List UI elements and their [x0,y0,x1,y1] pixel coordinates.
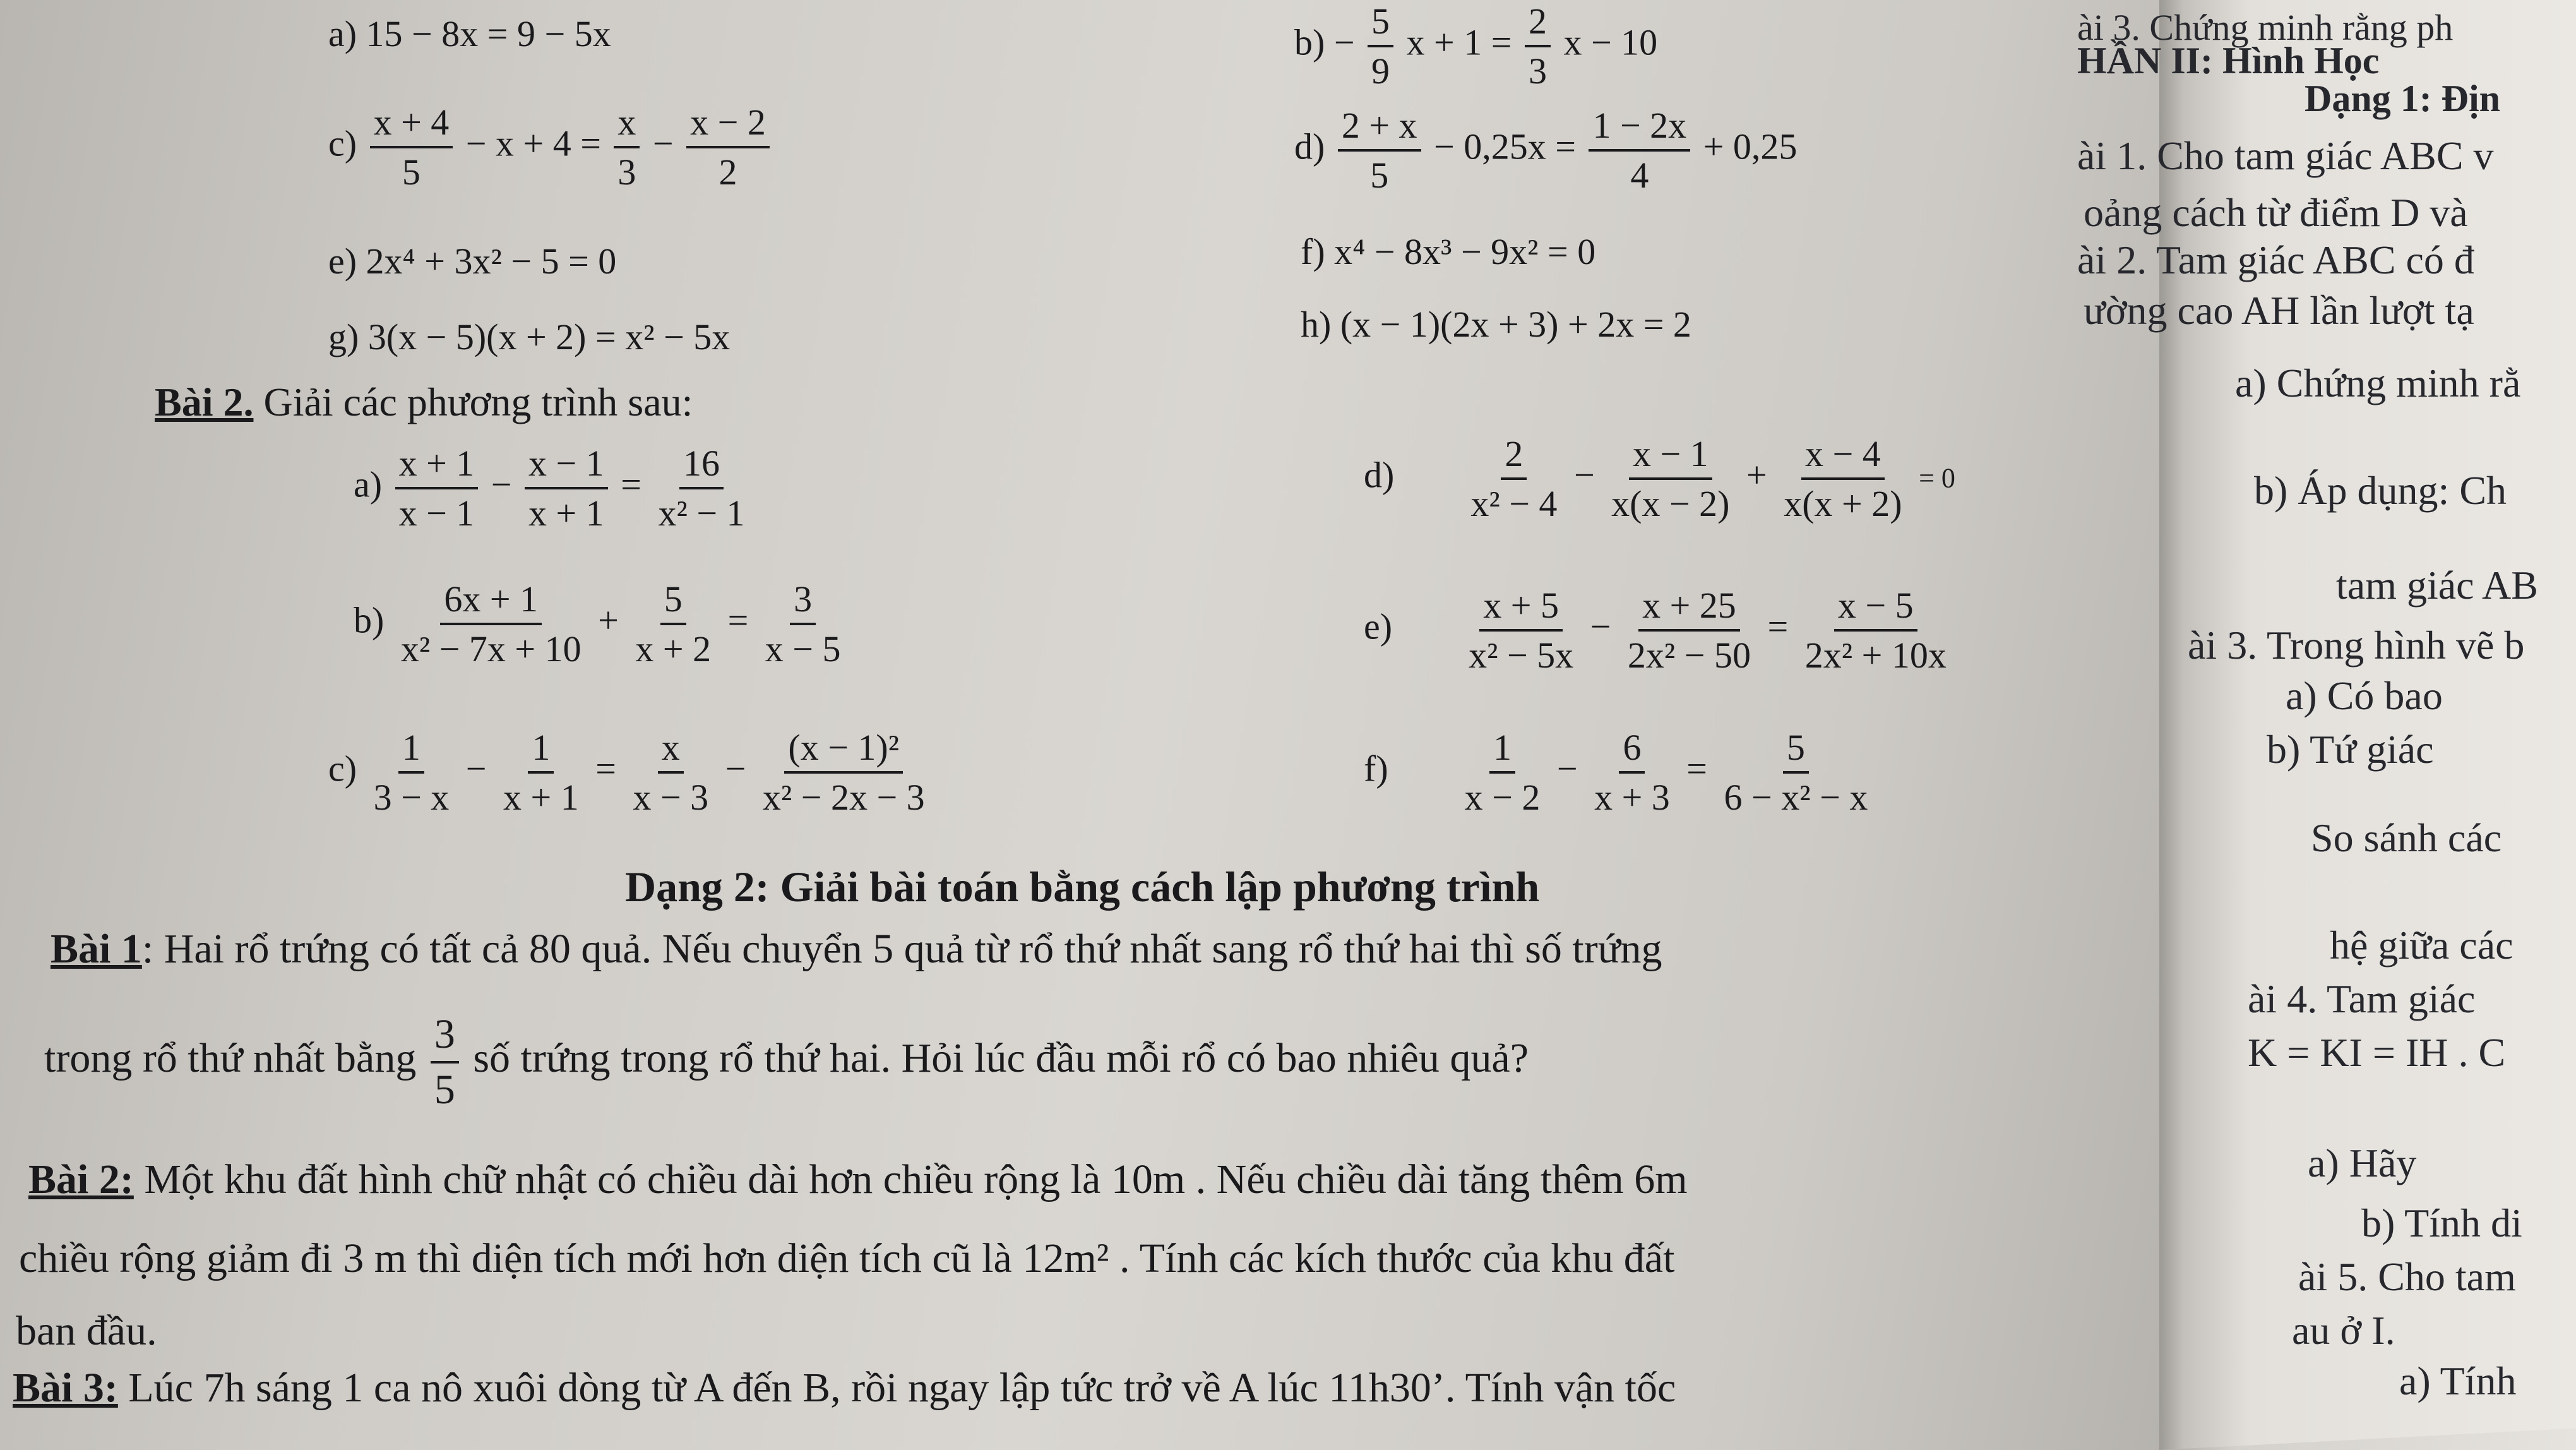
equation-c [328,101,773,193]
frac-den: x² − 1 [658,493,745,534]
bai2-eq-b [354,578,849,670]
bai-label: Bài 1 [51,926,142,972]
frac-den: x² − 5x [1469,635,1574,676]
frac-num: x − 4 [1801,433,1885,480]
equation-f: f) x⁴ − 8x³ − 9x² = 0 [1301,231,1596,272]
eq-label: b) [1294,21,1325,63]
right-line: ài 3. Chứng minh rằng ph [2077,7,2454,48]
eq-label: b) [354,599,385,641]
frac-den: x² − 4 [1470,483,1558,524]
frac-num: 3 [790,578,816,625]
bai2-eq-f [1364,726,1875,818]
bai2-eq-e [1364,584,1954,676]
frac-den: x² − 2x − 3 [762,777,925,818]
frac-num: x + 5 [1479,584,1563,632]
eq-label: d) [1294,126,1325,167]
eq-op: − [1333,21,1355,63]
frac-den: 2 [719,152,737,193]
eq-op: − [1573,454,1595,496]
right-line: tam giác AB [2336,563,2538,608]
right-line: ài 3. Trong hình vẽ b [2188,623,2525,668]
frac-num: 6 [1619,726,1645,774]
dang2-heading: Dạng 2: Giải bài toán bằng cách lập phương trình [625,863,1540,911]
right-line: b) Áp dụng: Ch [2254,468,2507,513]
frac-num: 6x + 1 [440,578,542,625]
bai2-eq-d [1364,433,1955,525]
eq-op: − [491,464,512,505]
frac-den: x(x − 2) [1611,483,1730,524]
dang2-bai2-line2: chiều rộng giảm đi 3 m thì diện tích mới hơn diện tích cũ là 12m² . Tính các kích thước của khu đất [19,1235,1675,1281]
paragraph-text: Một khu đất hình chữ nhật có chiều dài hơn chiều rộng là 10m . Nếu chiều dài tăng thêm 6m [133,1156,1688,1202]
equation-g: g) 3(x − 5)(x + 2) = x² − 5x [328,316,730,357]
right-line: K = KI = IH . C [2248,1030,2506,1075]
eq-text: x − 10 [1563,21,1658,63]
dang2-bai1-line2 [44,1010,1529,1114]
frac-den: 4 [1630,155,1649,196]
paragraph-text: : Hai rổ trứng có tất cả 80 quả. Nếu chuyển 5 quả từ rổ thứ nhất sang rổ thứ hai thì số trứng [141,926,1662,972]
eq-op: + [1746,454,1767,496]
eq-op: = [595,748,616,789]
frac-num: x − 1 [1629,433,1712,480]
frac-num: x − 5 [1834,584,1917,632]
dang2-bai2-line1 [28,1156,1688,1204]
eq-text: = 0 [1919,462,1955,494]
frac-den: 3 [617,152,636,193]
frac-num: 3 [431,1010,459,1064]
right-line: a) Chứng minh rằ [2235,361,2521,405]
paragraph-text: trong rổ thứ nhất bằng [44,1035,417,1082]
right-line: a) Có bao [2286,673,2443,718]
frac-den: 3 − x [373,777,450,818]
frac-den: x + 1 [503,777,579,818]
frac-num: x [658,726,684,774]
frac-den: 5 [1370,155,1389,196]
eq-label: a) [354,464,383,505]
eq-label: d) [1364,454,1395,496]
right-line: ường cao AH lần lượt tạ [2084,288,2474,333]
right-line: HẦN II: Hình Học [2077,40,2380,81]
frac-num: 5 [1368,0,1393,47]
frac-den: x − 5 [765,628,841,669]
eq-op: − [1590,606,1611,647]
frac-den: 3 [1528,51,1547,92]
equation-a: a) 15 − 8x = 9 − 5x [328,13,611,54]
right-line: ài 2. Tam giác ABC có đ [2077,237,2474,282]
eq-text: x + 1 = [1406,21,1512,63]
equation-d [1294,104,1797,196]
frac-den: x − 1 [398,493,475,534]
frac-num: 1 [398,726,424,774]
paragraph-text: Lúc 7h sáng 1 ca nô xuôi dòng từ A đến B, rồi ngay lập tức trở về A lúc 11h30’. Tính vận tốc [117,1365,1676,1411]
frac-den: x² − 7x + 10 [400,628,581,669]
frac-num: (x − 1)² [784,726,903,774]
right-line: Dạng 1: Địn [2305,78,2501,119]
frac-num: x + 4 [370,101,453,148]
frac-den: 2x² − 50 [1627,635,1751,676]
frac-den: x(x + 2) [1784,483,1902,524]
right-line: hệ giữa các [2330,923,2513,968]
frac-den: 9 [1371,51,1390,92]
right-line: a) Hãy [2308,1141,2417,1185]
eq-op: − [1556,748,1578,789]
eq-op: = [621,464,641,505]
right-line: ài 4. Tam giác [2248,976,2476,1021]
frac-num: x − 1 [525,442,608,489]
dang2-bai2-line3: ban đầu. [16,1308,157,1354]
right-line: au ở I. [2292,1308,2395,1353]
frac-den: 5 [434,1067,455,1113]
frac-den: 6 − x² − x [1724,777,1868,818]
frac-den: x + 2 [635,628,712,669]
eq-text: − x + 4 = [465,123,601,164]
eq-op: − [725,748,746,789]
bai-label: Bài 2: [28,1156,134,1202]
eq-label: c) [328,123,357,164]
eq-op: = [1686,748,1708,789]
eq-op: − [465,748,487,789]
bai2-eq-c [328,726,933,818]
frac-num: 5 [660,578,686,625]
frac-num: 2 [1501,433,1527,480]
frac-num: 1 [528,726,554,774]
frac-num: x + 25 [1638,584,1740,632]
paragraph-text: số trứng trong rổ thứ hai. Hỏi lúc đầu mỗi rổ có bao nhiêu quả? [473,1035,1529,1082]
eq-label: c) [328,748,357,789]
frac-num: 16 [679,442,724,489]
bai2-eq-a [354,442,753,534]
frac-num: 1 − 2x [1589,104,1690,152]
bai-label: Bài 3: [13,1365,118,1411]
frac-num: 2 + x [1338,104,1421,152]
eq-op: = [1767,606,1789,647]
frac-num: 5 [1783,726,1809,774]
bai2-heading [155,379,693,426]
eq-op: = [727,599,749,641]
frac-num: 2 [1525,0,1551,47]
right-line: So sánh các [2311,815,2502,860]
equation-b [1294,0,1657,92]
bai2-title-rest: Giải các phương trình sau: [253,380,693,424]
dang2-bai3-line1 [13,1364,1676,1412]
frac-den: 5 [402,152,420,193]
frac-den: x + 1 [528,493,604,534]
right-line: ài 5. Cho tam [2298,1254,2516,1299]
frac-den: x − 2 [1464,777,1541,818]
eq-text: + 0,25 [1703,126,1798,167]
right-line: b) Tính di [2361,1201,2522,1245]
frac-den: x − 3 [633,777,709,818]
eq-text: − 0,25x = [1434,126,1576,167]
bai2-title: Bài 2. [155,380,254,424]
right-line: b) Tứ giác [2267,727,2434,772]
eq-label: f) [1364,748,1388,789]
equation-h: h) (x − 1)(2x + 3) + 2x = 2 [1301,304,1691,345]
dang2-bai1-line1 [51,925,1662,973]
eq-op: − [652,123,674,164]
frac-num: x − 2 [686,101,770,148]
right-line: a) Tính [2399,1358,2517,1403]
right-line: ài 1. Cho tam giác ABC v [2077,133,2494,178]
frac-num: x + 1 [395,442,479,489]
eq-label: e) [1364,606,1393,647]
frac-num: 1 [1489,726,1515,774]
right-line: oảng cách từ điểm D và [2084,190,2468,235]
frac-den: 2x² + 10x [1804,635,1947,676]
frac-den: x + 3 [1594,777,1670,818]
equation-e: e) 2x⁴ + 3x² − 5 = 0 [328,241,617,282]
frac-num: x [614,101,640,148]
eq-op: + [598,599,619,641]
